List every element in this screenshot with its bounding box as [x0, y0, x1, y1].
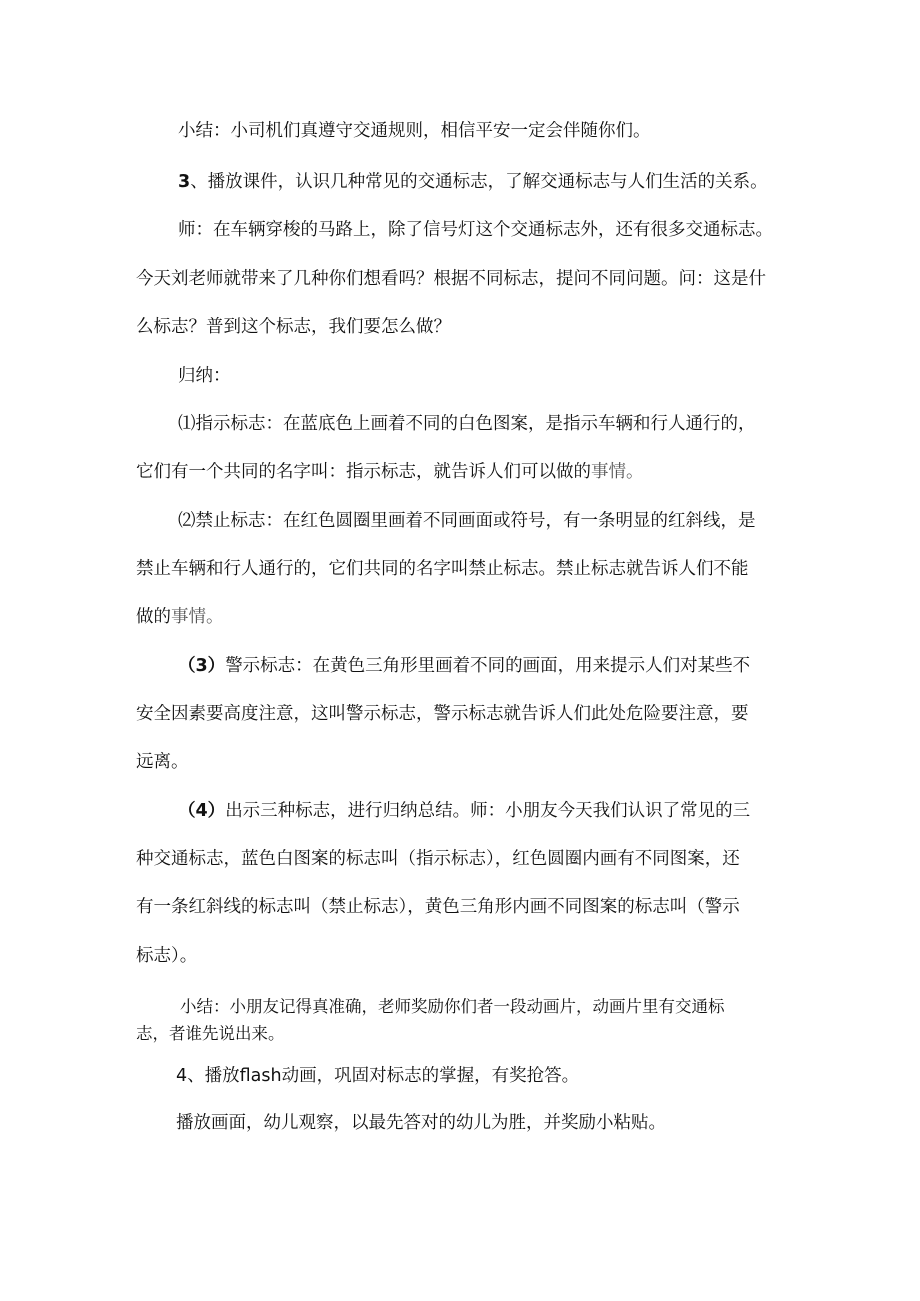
teacher-intro-line-2: 今天刘老师就带来了几种你们想看吗？根据不同标志，提问不同问题。问：这是什 [136, 269, 766, 289]
summary-2-line-2: 志，者谁先说出来。 [136, 1024, 285, 1043]
step-3-number: 3 [178, 172, 191, 192]
summary-1: 小结：小司机们真遵守交通规则，相信平安一定会伴随你们。 [178, 121, 651, 141]
sign-1-line-2-end: 事情。 [591, 462, 644, 482]
sign-4-line-4: 标志）。 [136, 946, 198, 966]
sign-3-number: （3） [178, 656, 226, 676]
sign-2-line-1: ⑵禁止标志：在红色圆圈里画着不同画面或符号，有一条明显的红斜线，是 [178, 511, 756, 531]
step-3 [178, 174, 768, 192]
step-3-text: 、播放课件，认识几种常见的交通标志，了解交通标志与人们生活的关系。 [190, 172, 768, 192]
sign-2-line-2: 禁止车辆和行人通行的，它们共同的名字叫禁止标志。禁止标志就告诉人们不能 [136, 559, 749, 579]
sign-2-line-3-end: 事情。 [171, 607, 224, 627]
teacher-intro-line-1: 师：在车辆穿梭的马路上，除了信号灯这个交通标志外，还有很多交通标志。 [178, 220, 773, 240]
sign-3-line-3: 远离。 [136, 752, 189, 772]
sign-2-line-3 [136, 609, 224, 627]
sign-2-line-3-main: 做的 [136, 607, 171, 627]
summary-2-line-1: 小结：小朋友记得真准确，老师奖励你们者一段动画片，动画片里有交通标 [180, 997, 725, 1016]
sign-3-line-1 [178, 658, 750, 676]
sign-1-line-2 [136, 464, 644, 482]
sign-4-line-1-text: 出示三种标志，进行归纳总结。师：小朋友今天我们认识了常见的三 [225, 801, 751, 821]
sign-1-line-2-main: 它们有一个共同的名字叫：指示标志，就告诉人们可以做的 [136, 462, 591, 482]
sign-3-line-2: 安全因素要高度注意，这叫警示标志，警示标志就告诉人们此处危险要注意，要 [136, 704, 749, 724]
sign-4-line-3: 有一条红斜线的标志叫（禁止标志），黄色三角形内画不同图案的标志叫（警示 [136, 897, 740, 917]
closing-line: 播放画面，幼儿观察，以最先答对的幼儿为胜，并奖励小粘贴。 [176, 1113, 666, 1133]
teacher-intro-line-3: 么标志？普到这个标志，我们要怎么做？ [136, 317, 451, 337]
sign-4-number: （4） [178, 801, 226, 821]
sign-4-line-2: 种交通标志，蓝色白图案的标志叫（指示标志），红色圆圈内画有不同图案，还 [136, 849, 740, 869]
sign-1-line-1: ⑴指示标志：在蓝底色上画着不同的白色图案，是指示车辆和行人通行的， [178, 414, 756, 434]
sign-3-line-1-text: 警示标志：在黄色三角形里画着不同的画面，用来提示人们对某些不 [225, 656, 751, 676]
conclusion-label: 归纳： [178, 366, 231, 386]
sign-4-line-1 [178, 803, 750, 821]
step-4: 4、播放flash动画，巩固对标志的掌握，有奖抢答。 [176, 1066, 580, 1086]
